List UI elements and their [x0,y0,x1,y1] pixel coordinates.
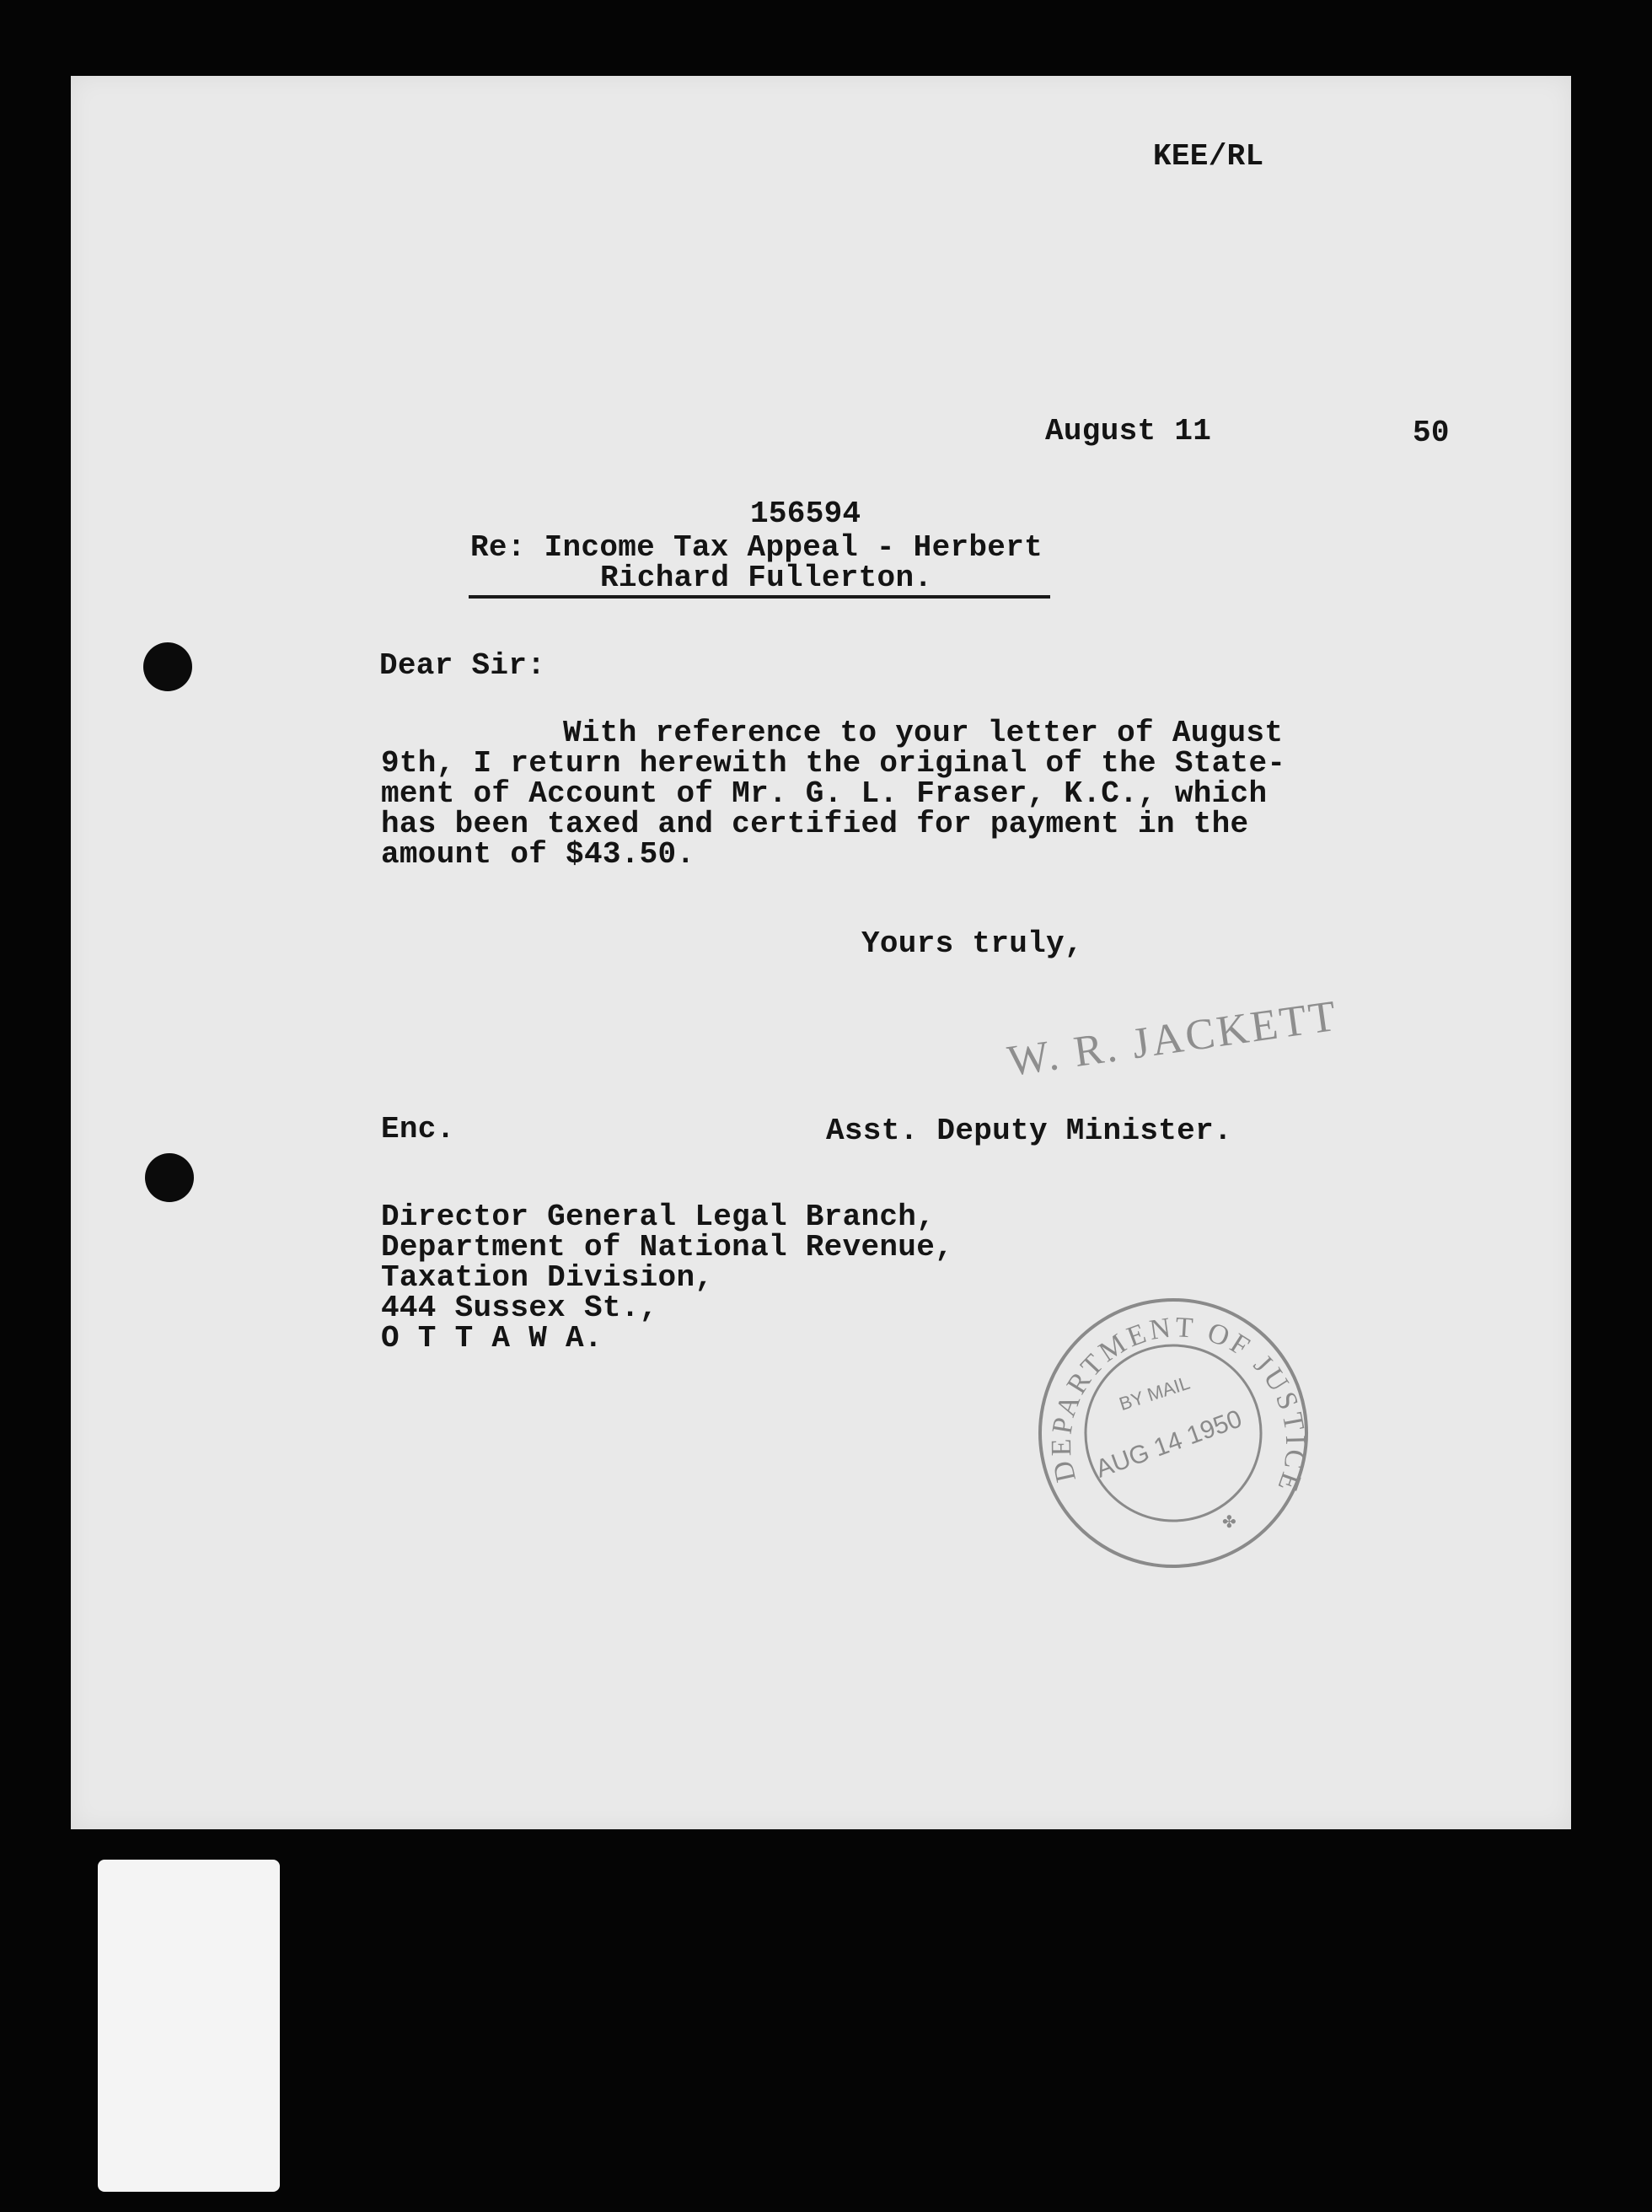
address-line: Taxation Division, [381,1260,714,1295]
reference-initials: KEE/RL [1153,139,1264,174]
letter-year: 50 [1413,416,1450,450]
address-line: 444 Sussex St., [381,1291,658,1325]
body-line: With reference to your letter of August [563,716,1284,750]
body-line: ment of Account of Mr. G. L. Fraser, K.C., which [381,776,1268,811]
address-line: Director General Legal Branch, [381,1200,936,1234]
letter-date: August 11 [1045,414,1212,448]
stamp-mark-icon: ✤ [1222,1511,1236,1532]
body-line: amount of $43.50. [381,837,695,872]
subject-underline [469,595,1050,599]
blank-card [98,1860,280,2192]
closing: Yours truly, [861,926,1083,961]
stamp-date: AUG 14 1950 [1092,1404,1246,1484]
body-line: has been taxed and certified for payment in the [381,807,1249,841]
received-stamp [1030,1290,1317,1576]
punch-hole-bottom [145,1153,194,1202]
file-number: 156594 [750,497,861,531]
letter-page [71,76,1571,1829]
signature-stamp: W. R. JACKETT [1004,991,1342,1087]
stamp-method: BY MAIL [1116,1372,1193,1415]
salutation: Dear Sir: [379,648,546,683]
stamp-ring-text [1046,1312,1311,1498]
signer-title: Asst. Deputy Minister. [826,1114,1232,1148]
body-line: 9th, I return herewith the original of the State- [381,746,1286,781]
address-line: Department of National Revenue, [381,1230,954,1264]
punch-hole-top [143,642,192,691]
stamp-ring-text-path: DEPARTMENT OF JUSTICE [1046,1312,1311,1499]
subject-line-2: Richard Fullerton. [600,561,933,595]
subject-line-1: Re: Income Tax Appeal - Herbert [470,530,1043,565]
address-line: O T T A W A. [381,1321,603,1356]
enclosure-note: Enc. [381,1112,455,1146]
